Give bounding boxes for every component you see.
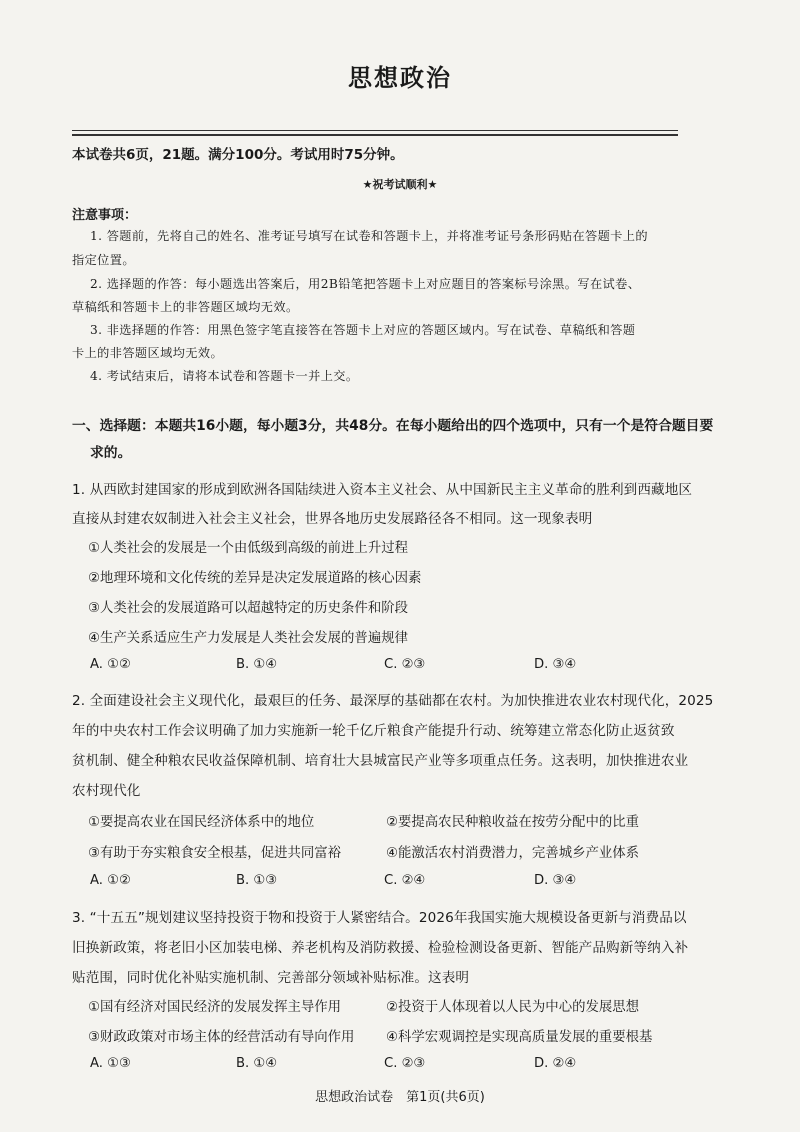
q2-option: ④能激活农村消费潜力，完善城乡产业体系 (386, 846, 640, 861)
section-heading: 一、选择题：本题共16小题，每小题3分，共48分。在每小题给出的四个选项中，只有一个是符合题目要 (72, 418, 714, 434)
q2-stem: 年的中央农村工作会议明确了加力实施新一轮千亿斤粮食产能提升行动、统筹建立常态化防止返贫致 (72, 723, 675, 739)
exam-meta: 本试卷共6页，21题。满分100分。考试用时75分钟。 (72, 147, 404, 163)
q2-stem: 2. 全面建设社会主义现代化，最艰巨的任务、最深厚的基础都在农村。为加快推进农业农村现代化，2025 (72, 693, 714, 709)
notice-line: 指定位置。 (72, 253, 135, 267)
q3-stem: 贴范围，同时优化补贴实施机制、完善部分领域补贴标准。这表明 (72, 970, 470, 986)
q2-choice-a[interactable]: A. ①② (90, 873, 131, 888)
q3-choice-d[interactable]: D. ②④ (534, 1056, 577, 1071)
q1-stem: 1. 从西欧封建国家的形成到欧洲各国陆续进入资本主义社会、从中国新民主主义革命的胜利到西藏地区 (72, 482, 693, 498)
q2-stem: 贫机制、健全种粮农民收益保障机制、培育壮大县城富民产业等多项重点任务。这表明，加快推进农业 (72, 753, 689, 769)
q3-choice-b[interactable]: B. ①④ (236, 1056, 278, 1071)
q3-option: ②投资于人体现着以人民为中心的发展思想 (386, 1000, 640, 1015)
q2-option: ③有助于夯实粮食安全根基，促进共同富裕 (88, 846, 342, 861)
notice-line: 草稿纸和答题卡上的非答题区域均无效。 (72, 300, 299, 314)
q1-choice-d[interactable]: D. ③④ (534, 657, 577, 672)
q3-stem: 3. “十五五”规划建议坚持投资于物和投资于人紧密结合。2026年我国实施大规模设备更新与消费品以 (72, 910, 687, 926)
header-rule-thin (72, 130, 678, 131)
q1-choice-a[interactable]: A. ①② (90, 657, 131, 672)
q2-stem: 农村现代化 (72, 783, 141, 799)
q3-option: ④科学宏观调控是实现高质量发展的重要根基 (386, 1030, 653, 1045)
q3-choice-c[interactable]: C. ②③ (384, 1056, 426, 1071)
q1-stem: 直接从封建农奴制进入社会主义社会，世界各地历史发展路径各不相同。这一现象表明 (72, 511, 593, 527)
notice-line: 卡上的非答题区域均无效。 (72, 346, 224, 360)
header-rule-thick (72, 134, 678, 136)
q3-choice-a[interactable]: A. ①③ (90, 1056, 131, 1071)
page-footer: 思想政治试卷 第1页(共6页) (315, 1090, 485, 1105)
q1-option: ③人类社会的发展道路可以超越特定的历史条件和阶段 (88, 601, 408, 616)
notice-line: 1. 答题前，先将自己的姓名、准考证号填写在试卷和答题卡上，并将准考证号条形码贴在答题卡上的 (90, 229, 648, 243)
q2-choice-b[interactable]: B. ①③ (236, 873, 278, 888)
good-luck-banner: ★祝考试顺利★ (362, 178, 438, 191)
q1-option: ②地理环境和文化传统的差异是决定发展道路的核心因素 (88, 571, 422, 586)
q3-stem: 旧换新政策，将老旧小区加装电梯、养老机构及消防救援、检验检测设备更新、智能产品购新等纳入补 (72, 940, 689, 956)
q2-option: ①要提高农业在国民经济体系中的地位 (88, 815, 315, 830)
q2-option: ②要提高农民种粮收益在按劳分配中的比重 (386, 815, 640, 830)
q2-choice-d[interactable]: D. ③④ (534, 873, 577, 888)
q1-choice-c[interactable]: C. ②③ (384, 657, 426, 672)
q1-option: ④生产关系适应生产力发展是人类社会发展的普遍规律 (88, 631, 408, 646)
section-heading-cont: 求的。 (90, 445, 132, 461)
q1-option: ①人类社会的发展是一个由低级到高级的前进上升过程 (88, 541, 408, 556)
q1-choice-b[interactable]: B. ①④ (236, 657, 278, 672)
q3-option: ③财政政策对市场主体的经营活动有导向作用 (88, 1030, 355, 1045)
notice-heading: 注意事项： (72, 208, 138, 223)
q3-option: ①国有经济对国民经济的发展发挥主导作用 (88, 1000, 342, 1015)
notice-line: 2. 选择题的作答：每小题选出答案后，用2B铅笔把答题卡上对应题目的答案标号涂黑。写在试卷、 (90, 277, 641, 291)
page-title: 思想政治 (348, 64, 452, 92)
q2-choice-c[interactable]: C. ②④ (384, 873, 426, 888)
notice-line: 4. 考试结束后，请将本试卷和答题卡一并上交。 (90, 369, 359, 383)
notice-line: 3. 非选择题的作答：用黑色签字笔直接答在答题卡上对应的答题区域内。写在试卷、草稿纸和答题 (90, 323, 636, 337)
